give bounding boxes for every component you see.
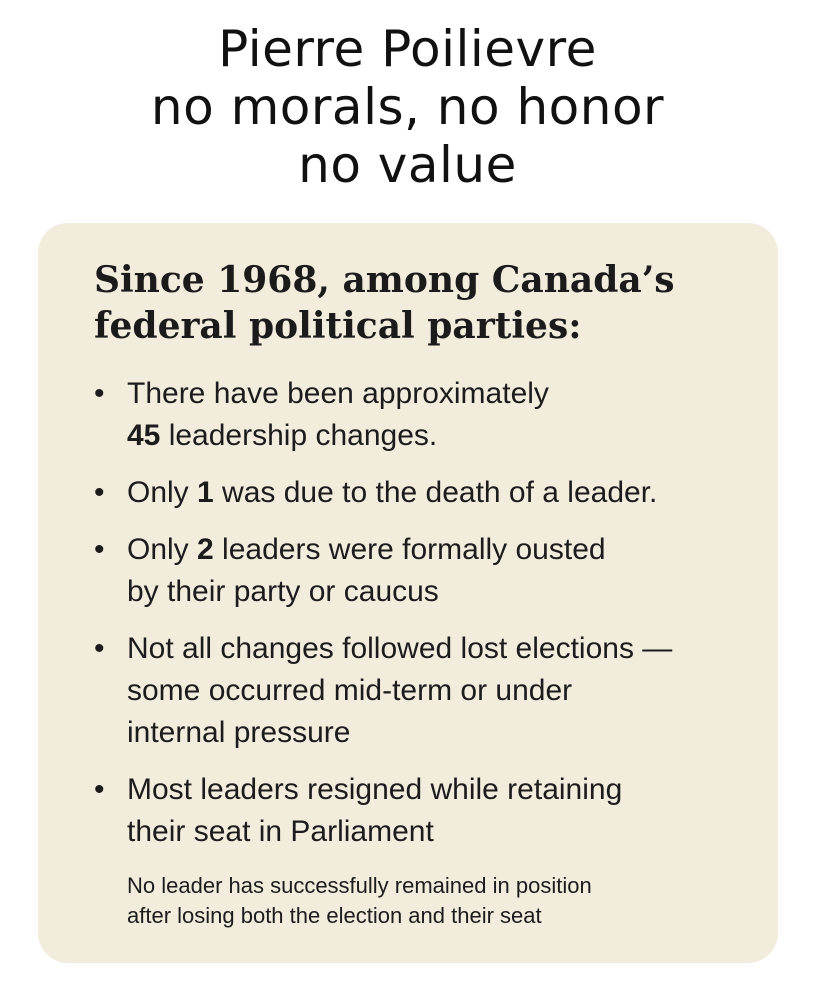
fact-ousted-leaders	[94, 529, 738, 613]
fact-number: 45	[127, 419, 161, 452]
bullet-icon: •	[94, 476, 105, 509]
header-subtitle-line-2: no value	[298, 136, 517, 194]
fact-text: Most leaders resigned while retaining	[127, 773, 623, 806]
fact-number: 2	[197, 533, 214, 566]
header-subtitle-line-1: no morals, no honor	[150, 78, 665, 136]
fact-death-of-leader	[94, 472, 738, 514]
footnote-line-1: No leader has successfully remained in position	[127, 873, 592, 898]
footnote-line-2: after losing both the election and their seat	[127, 903, 542, 928]
fact-number: 1	[197, 476, 214, 509]
bullet-icon: •	[94, 533, 105, 566]
fact-mid-term-changes	[94, 628, 738, 754]
fact-retained-seat	[94, 769, 738, 853]
footnote	[127, 871, 738, 931]
fact-text: internal pressure	[127, 716, 351, 749]
bullet-icon: •	[94, 377, 105, 410]
fact-text: leadership changes.	[160, 419, 438, 452]
header-title: Pierre Poilievre	[218, 20, 597, 78]
fact-text: by their party or caucus	[127, 575, 439, 608]
card-title-line-1: Since 1968, among Canada’s	[94, 259, 675, 301]
fact-text: some occurred mid-term or under	[127, 674, 573, 707]
fact-text: their seat in Parliament	[127, 815, 434, 848]
fact-text: was due to the death of a leader.	[213, 476, 658, 509]
bullet-icon: •	[94, 773, 105, 806]
fact-text: Only	[127, 533, 198, 566]
fact-text: Not all changes followed lost elections —	[127, 632, 673, 665]
fact-text: leaders were formally ousted	[213, 533, 606, 566]
card-title	[94, 257, 738, 349]
card-title-line-2: federal political parties:	[94, 305, 582, 347]
fact-text: There have been approximately	[127, 377, 549, 410]
facts-list	[94, 373, 738, 853]
bullet-icon: •	[94, 632, 105, 665]
fact-leadership-changes	[94, 373, 738, 457]
fact-text: Only	[127, 476, 198, 509]
page-header	[0, 20, 815, 194]
facts-card	[38, 223, 778, 963]
